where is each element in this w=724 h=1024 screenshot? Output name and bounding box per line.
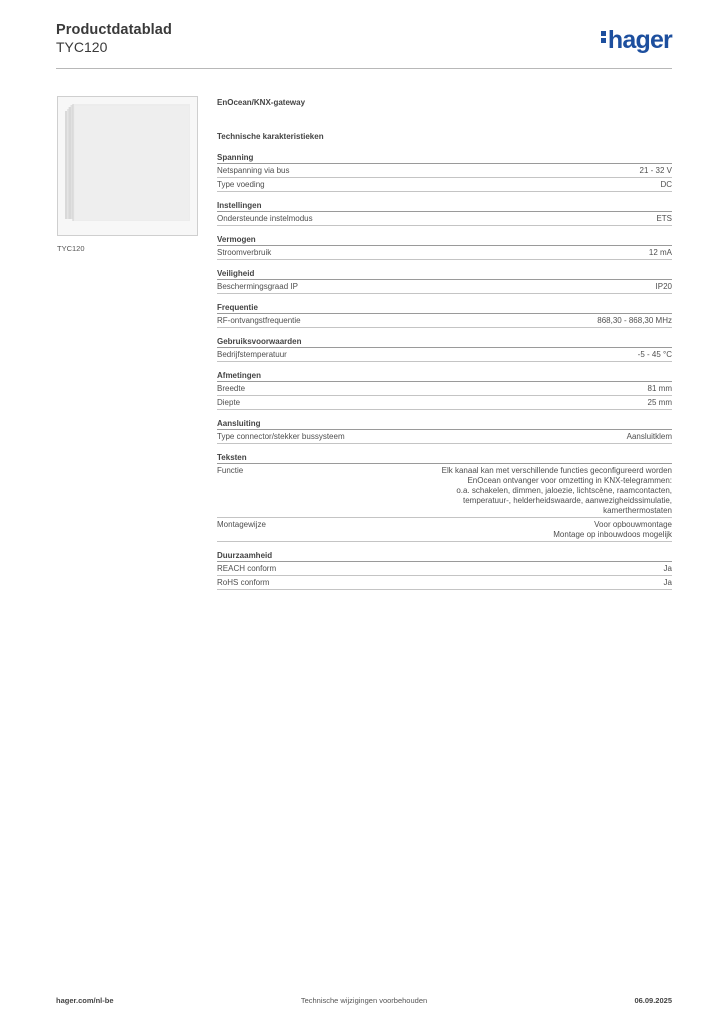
spec-row (217, 212, 672, 226)
spec-row (217, 430, 672, 444)
spec-row (217, 178, 672, 192)
spec-section (217, 550, 672, 590)
spec-value: 81 mm (647, 384, 672, 393)
spec-value: 21 - 32 V (639, 166, 672, 175)
spec-section (217, 452, 672, 542)
spec-row (217, 164, 672, 178)
spec-label: Type voeding (217, 180, 265, 189)
spec-section-title: Frequentie (217, 302, 672, 314)
spec-row (217, 280, 672, 294)
spec-sections (217, 152, 672, 590)
spec-label: REACH conform (217, 564, 277, 573)
spec-row (217, 518, 672, 542)
spec-section-title: Instellingen (217, 200, 672, 212)
spec-section-title: Vermogen (217, 234, 672, 246)
product-code: TYC120 (56, 39, 108, 55)
spec-label: Beschermingsgraad IP (217, 282, 298, 291)
product-description: EnOcean/KNX-gateway (217, 98, 306, 107)
spec-section-title: Veiligheid (217, 268, 672, 280)
spec-row (217, 562, 672, 576)
spec-label: Breedte (217, 384, 246, 393)
spec-label: Stroomverbruik (217, 248, 272, 257)
spec-label: Functie (217, 466, 244, 475)
spec-row (217, 382, 672, 396)
spec-value: Ja (663, 564, 672, 573)
spec-row (217, 348, 672, 362)
spec-value: 868,30 - 868,30 MHz (597, 316, 672, 325)
footer-date: 06.09.2025 (634, 996, 672, 1005)
spec-label: Netspanning via bus (217, 166, 290, 175)
spec-value: 25 mm (647, 398, 672, 407)
spec-value: Aansluitklem (626, 432, 672, 441)
product-box-icon (58, 97, 198, 236)
spec-section-title: Duurzaamheid (217, 550, 672, 562)
spec-row (217, 246, 672, 260)
logo-text: hager (607, 26, 672, 54)
header-divider (56, 68, 672, 69)
spec-label: Type connector/stekker bussysteem (217, 432, 345, 441)
spec-section (217, 268, 672, 294)
spec-row (217, 396, 672, 410)
product-image-caption: TYC120 (57, 244, 85, 253)
logo-colon-icon (601, 29, 607, 45)
product-image (57, 96, 198, 236)
spec-value: Voor opbouwmontage Montage op inbouwdoos mogelijk (553, 520, 672, 539)
spec-section (217, 234, 672, 260)
spec-section (217, 200, 672, 226)
spec-label: RF-ontvangstfrequentie (217, 316, 301, 325)
spec-section-title: Afmetingen (217, 370, 672, 382)
spec-section-title: Gebruiksvoorwaarden (217, 336, 672, 348)
spec-section-title: Spanning (217, 152, 672, 164)
document-title: Productdatablad (56, 22, 172, 38)
spec-section-title: Aansluiting (217, 418, 672, 430)
hager-logo (601, 26, 672, 55)
spec-value: Ja (663, 578, 672, 587)
technical-characteristics-heading: Technische karakteristieken (217, 132, 324, 141)
spec-label: Montagewijze (217, 520, 266, 529)
spec-section-title: Teksten (217, 452, 672, 464)
spec-section (217, 418, 672, 444)
spec-section (217, 336, 672, 362)
spec-value: Elk kanaal kan met verschillende functies geconfigureerd worden EnOcean ontvanger voor omzetting in KNX-telegrammen: o.a. schakelen, dimmen, jaloezie, lichtscène, raamcontacten, temperatuur-, helderheidswaarde, aanwezigheidssimulatie, kamerthermostaten (441, 466, 672, 515)
spec-label: Bedrijfstemperatuur (217, 350, 287, 359)
footer-notice: Technische wijzigingen voorbehouden (300, 996, 428, 1005)
spec-value: DC (660, 180, 672, 189)
spec-row (217, 314, 672, 328)
spec-row (217, 576, 672, 590)
spec-label: Ondersteunde instelmodus (217, 214, 313, 223)
spec-label: Diepte (217, 398, 241, 407)
spec-value: IP20 (655, 282, 672, 291)
spec-value: 12 mA (648, 248, 672, 257)
spec-column (217, 96, 672, 590)
spec-row (217, 464, 672, 518)
spec-label: RoHS conform (217, 578, 270, 587)
spec-section (217, 370, 672, 410)
spec-value: -5 - 45 °C (637, 350, 672, 359)
footer-website: hager.com/nl-be (56, 996, 114, 1005)
page-header (56, 22, 672, 70)
spec-section (217, 152, 672, 192)
spec-section (217, 302, 672, 328)
spec-value: ETS (656, 214, 672, 223)
